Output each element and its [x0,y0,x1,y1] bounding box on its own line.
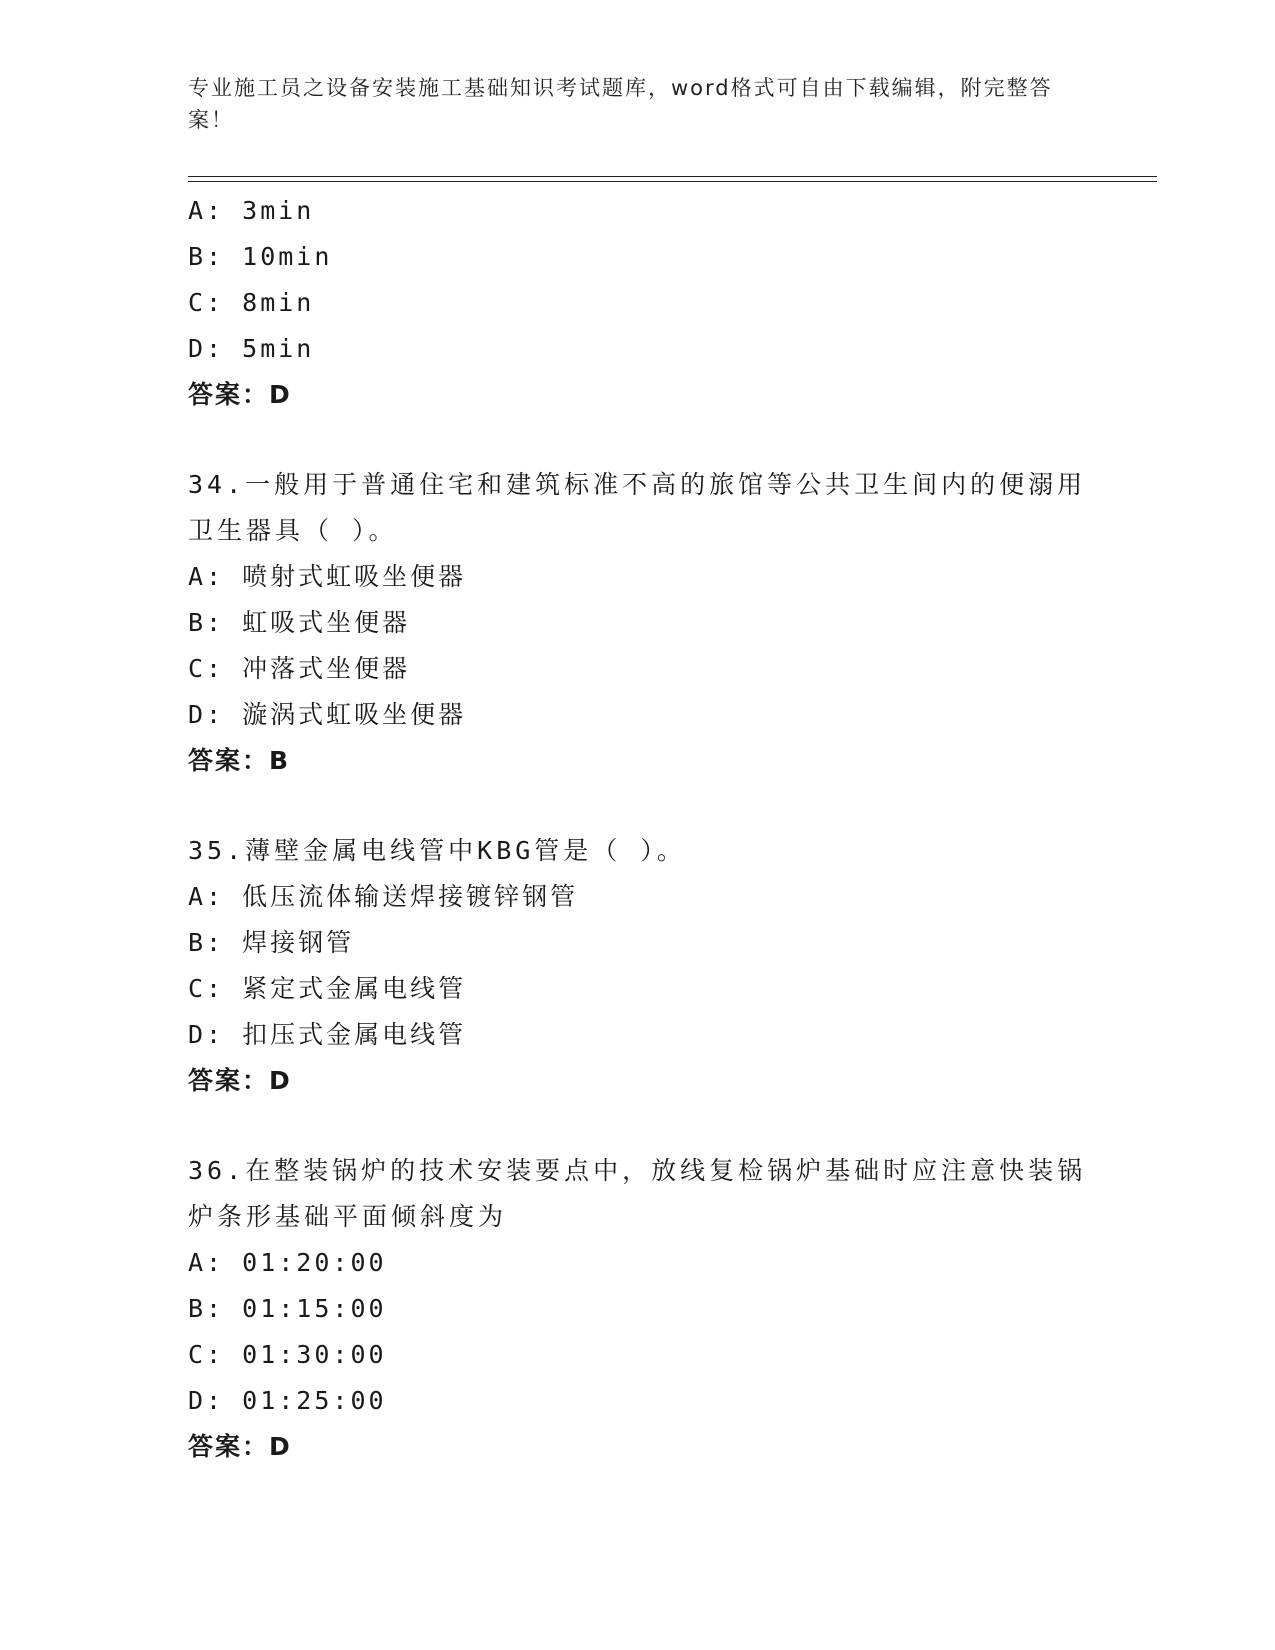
option-a: A: 喷射式虹吸坐便器 [188,562,467,591]
answer-line: 答案：D [188,1066,292,1095]
option-d: D: 5min [188,334,315,363]
answer-line: 答案：B [188,746,291,775]
option-b: B: 焊接钢管 [188,928,355,957]
question-35 [188,828,1088,1104]
option-a: A: 低压流体输送焊接镀锌钢管 [188,882,579,911]
answer-line: 答案：D [188,380,292,409]
option-a: A: 01:20:00 [188,1248,387,1277]
answer-line: 答案：D [188,1432,292,1461]
question-stem-line: 34.一般用于普通住宅和建筑标准不高的旅馆等公共卫生间内的便溺用 [188,470,1087,499]
header-title: 专业施工员之设备安装施工基础知识考试题库，word格式可自由下载编辑，附完整答案！ [188,76,1053,132]
question-33-continued [188,188,1088,418]
option-c: C: 紧定式金属电线管 [188,974,467,1003]
option-b: B: 10min [188,242,333,271]
option-c: C: 01:30:00 [188,1340,387,1369]
option-b: B: 虹吸式坐便器 [188,608,411,637]
option-d: D: 01:25:00 [188,1386,387,1415]
question-34 [188,462,1088,784]
option-a: A: 3min [188,196,315,225]
option-d: D: 扣压式金属电线管 [188,1020,467,1049]
question-list [188,188,1088,1470]
header-divider-top [188,176,1157,177]
option-b: B: 01:15:00 [188,1294,387,1323]
option-c: C: 冲落式坐便器 [188,654,411,683]
question-36 [188,1148,1088,1470]
option-c: C: 8min [188,288,315,317]
option-d: D: 漩涡式虹吸坐便器 [188,700,467,729]
question-stem-line: 卫生器具（ ）。 [188,516,398,545]
question-stem-line: 36.在整装锅炉的技术安装要点中，放线复检锅炉基础时应注意快装锅 [188,1156,1087,1185]
header-divider-bottom [188,181,1157,182]
question-stem-line: 35.薄壁金属电线管中KBG管是（ ）。 [188,836,686,865]
page-header [188,72,1068,136]
question-stem-line: 炉条形基础平面倾斜度为 [188,1202,508,1231]
